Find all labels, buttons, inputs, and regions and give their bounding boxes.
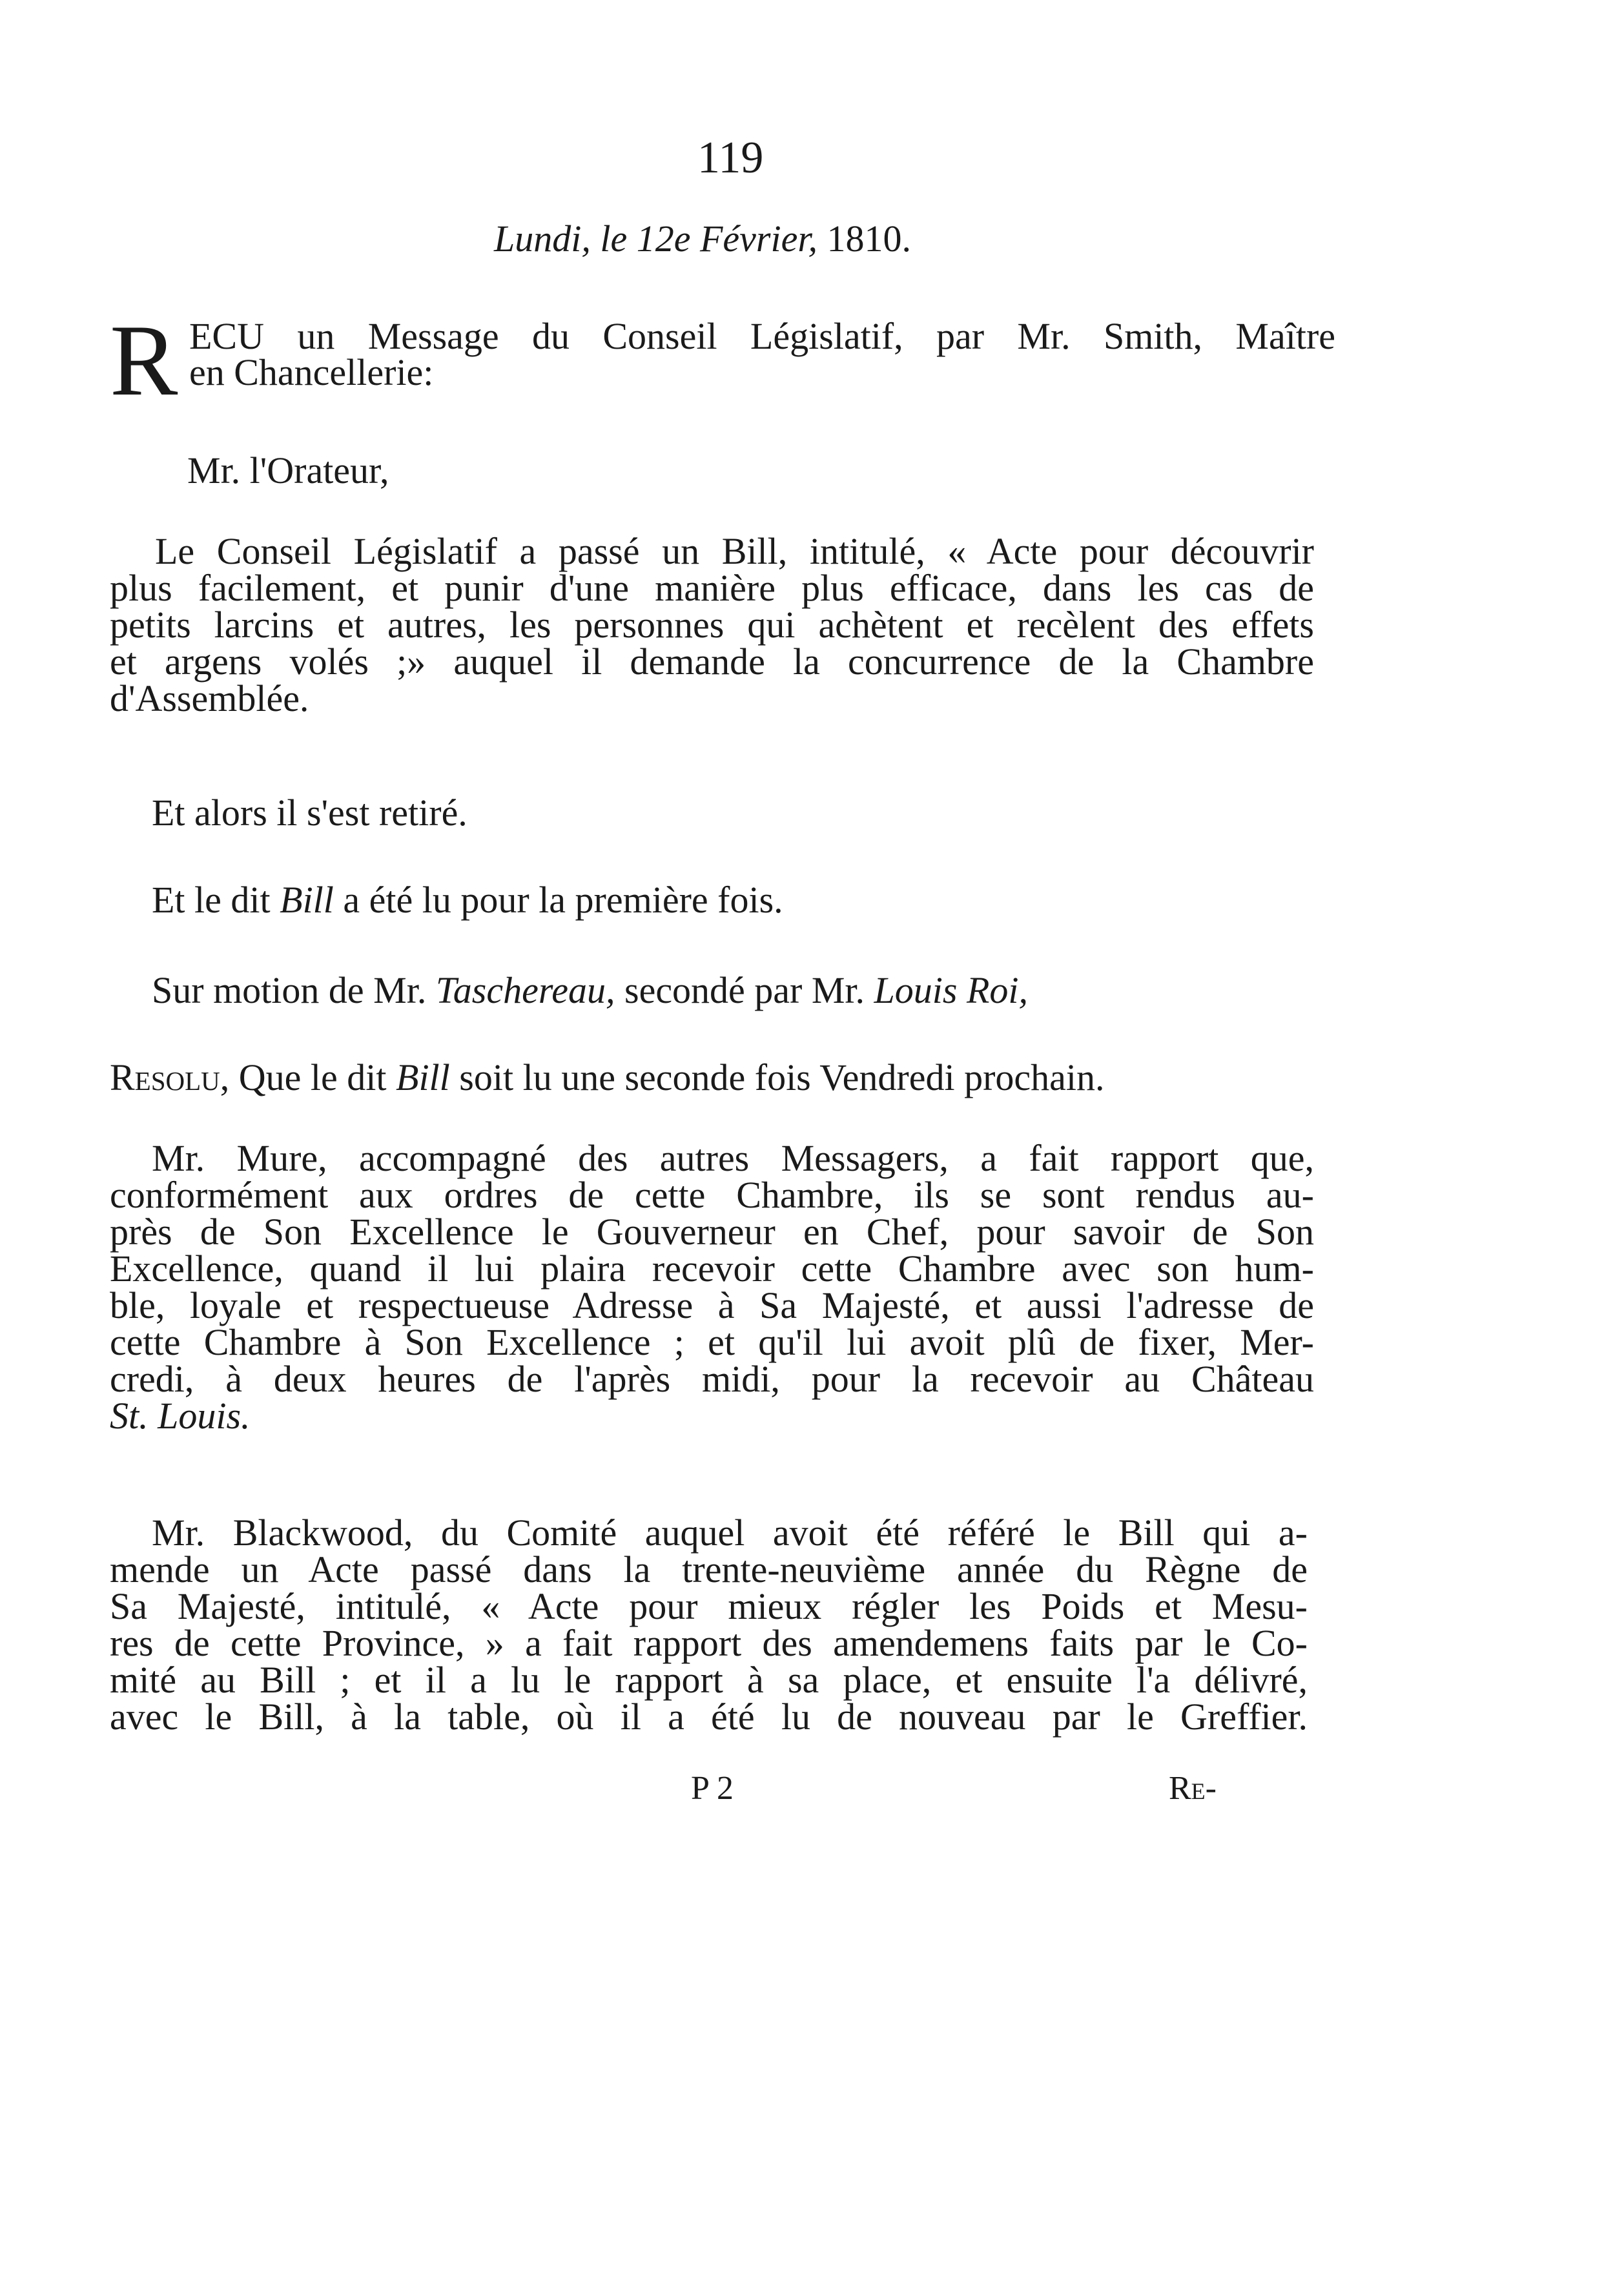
date-date: 12e Février, bbox=[636, 218, 817, 260]
blackwood-line: mende un Acte passé dans la trente-neuvième année du Règne de bbox=[110, 1548, 1308, 1590]
date-day: Lundi, bbox=[494, 218, 591, 260]
blackwood-line: avec le Bill, à la table, où il a été lu de nouveau par le Greffier. bbox=[110, 1696, 1308, 1738]
date-le: le bbox=[600, 218, 628, 260]
mure-line: St. Louis. bbox=[110, 1395, 251, 1437]
opening-paragraph bbox=[110, 304, 1337, 433]
motion-mover: Taschereau, bbox=[435, 969, 615, 1011]
salutation: Mr. l'Orateur, bbox=[187, 449, 389, 491]
resolution-line bbox=[110, 1056, 1105, 1098]
signature-mark: P 2 bbox=[691, 1770, 734, 1807]
blackwood-line: Sa Majesté, intitulé, « Acte pour mieux régler les Poids et Mesu- bbox=[110, 1585, 1308, 1627]
message-line: petits larcins et autres, les personnes qui achètent et recèlent des effets bbox=[110, 604, 1314, 646]
blackwood-line: Mr. Blackwood, du Comité auquel avoit été référé le Bill qui a- bbox=[152, 1512, 1308, 1554]
first-reading-line bbox=[152, 879, 783, 921]
drop-cap: R bbox=[110, 304, 178, 417]
resolution-text-before: Que le dit bbox=[238, 1056, 387, 1098]
mure-line: credi, à deux heures de l'après midi, pour la recevoir au Château bbox=[110, 1358, 1314, 1400]
blackwood-line: res de cette Province, » a fait rapport des amendemens faits par le Co- bbox=[110, 1622, 1308, 1664]
withdrawn-line: Et alors il s'est retiré. bbox=[152, 792, 468, 834]
mure-line: près de Son Excellence le Gouverneur en Chef, pour savoir de Son bbox=[110, 1211, 1314, 1253]
mure-line: Mr. Mure, accompagné des autres Messagers, a fait rapport que, bbox=[152, 1137, 1314, 1179]
mure-paragraph bbox=[110, 1137, 1314, 1437]
mure-line: ble, loyale et respectueuse Adresse à Sa Majesté, et aussi l'adresse de bbox=[110, 1284, 1314, 1326]
first-reading-suffix: a été lu pour la première fois. bbox=[343, 879, 783, 921]
motion-line bbox=[152, 969, 1029, 1011]
first-reading-prefix: Et le dit bbox=[152, 879, 271, 921]
opening-line-2: en Chancellerie: bbox=[189, 351, 434, 393]
catchword: Re- bbox=[1169, 1770, 1217, 1807]
resolution-text-after: soit lu une seconde fois Vendredi prochain. bbox=[459, 1056, 1105, 1098]
message-line: plus facilement, et punir d'une manière plus efficace, dans les cas de bbox=[110, 567, 1314, 609]
mure-line: cette Chambre à Son Excellence ; et qu'il lui avoit plû de fixer, Mer- bbox=[110, 1321, 1314, 1363]
message-line: et argens volés ;» auquel il demande la concurrence de la Chambre bbox=[110, 641, 1314, 683]
resolution-label: Resolu, bbox=[110, 1056, 230, 1098]
first-reading-bill: Bill bbox=[280, 879, 334, 921]
message-paragraph bbox=[110, 530, 1314, 719]
message-line: Le Conseil Législatif a passé un Bill, intitulé, « Acte pour découvrir bbox=[155, 530, 1314, 572]
blackwood-paragraph bbox=[110, 1512, 1308, 1738]
resolution-bill: Bill bbox=[396, 1056, 450, 1098]
date-year: 1810. bbox=[827, 218, 911, 260]
mure-line: Excellence, quand il lui plaira recevoir cette Chambre avec son hum- bbox=[110, 1248, 1314, 1290]
mure-line: conformément aux ordres de cette Chambre, ils se sont rendus au- bbox=[110, 1174, 1314, 1216]
blackwood-line: mité au Bill ; et il a lu le rapport à sa place, et ensuite l'a délivré, bbox=[110, 1659, 1308, 1701]
message-line: d'Assemblée. bbox=[110, 677, 309, 719]
motion-prefix: Sur motion de Mr. bbox=[152, 969, 427, 1011]
date-heading bbox=[494, 216, 911, 262]
page-number: 119 bbox=[697, 133, 764, 183]
motion-middle: secondé par Mr. bbox=[624, 969, 865, 1011]
motion-seconder: Louis Roi, bbox=[874, 969, 1029, 1011]
opening-line-1: ECU un Message du Conseil Législatif, par Mr. Smith, Maître bbox=[189, 315, 1335, 357]
